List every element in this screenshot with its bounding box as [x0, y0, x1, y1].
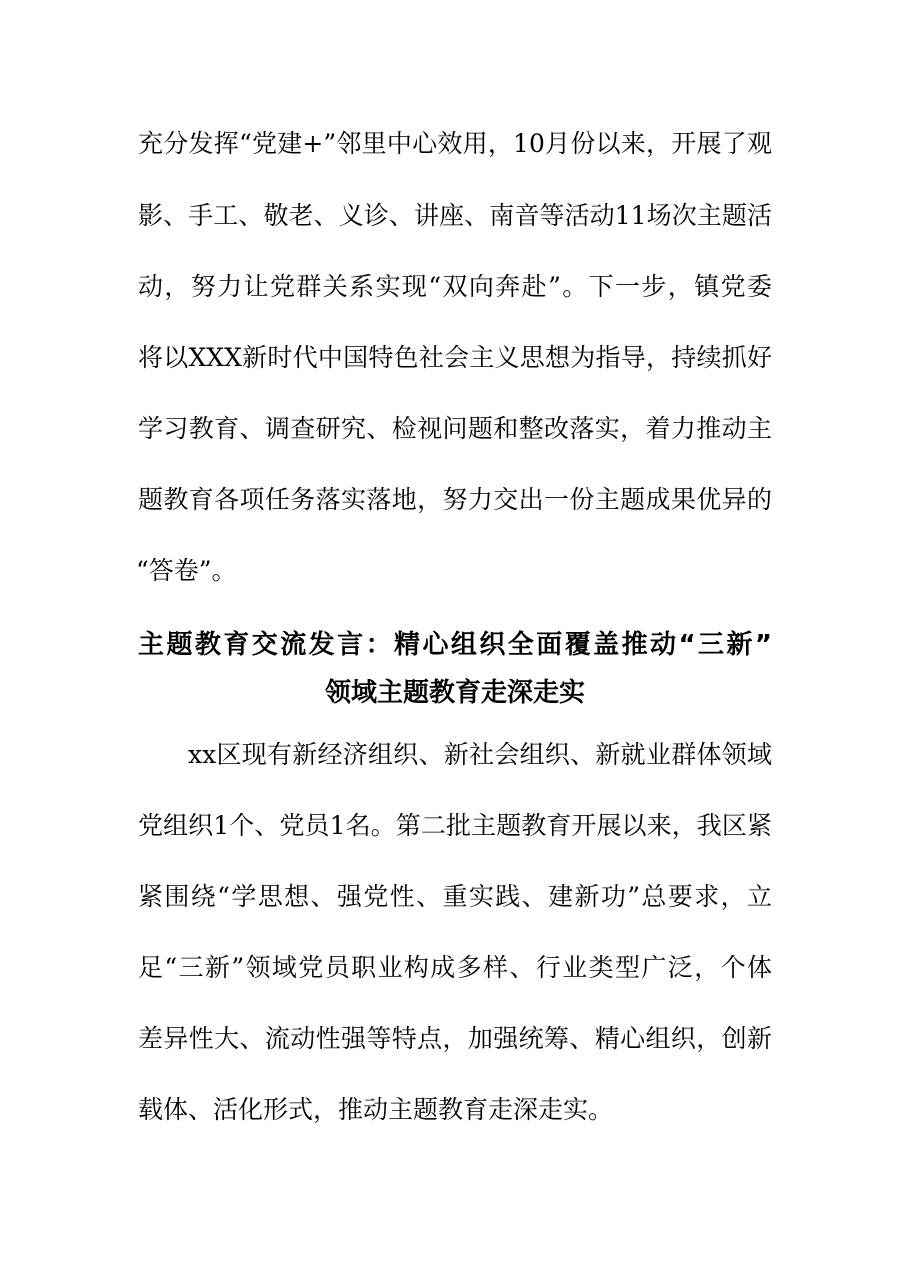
text-line: 载体、活化形式，推动主题教育走深走实。	[138, 1095, 614, 1124]
text-line: 影、手工、敬老、义诊、讲座、南音等活动11场次主题活	[138, 201, 772, 230]
text-line: 差异性大、流动性强等特点，加强统筹、精心组织，创新	[138, 1024, 772, 1053]
text-line: 充分发挥“党建+”邻里中心效用，10月份以来，开展了观	[138, 129, 772, 158]
heading-line-1: 主题教育交流发言：精心组织全面覆盖推动“三新”	[138, 630, 772, 660]
text-line: 党组织1个、党员1名。第二批主题教育开展以来，我区紧	[138, 811, 772, 840]
text-line: 学习教育、调查研究、检视问题和整改落实，着力推动主	[138, 414, 772, 443]
text-line: xx区现有新经济组织、新社会组织、新就业群体领域	[188, 740, 772, 769]
text-line: 题教育各项任务落实落地，努力交出一份主题成果优异的	[138, 485, 772, 514]
text-line: “答卷”。	[136, 556, 237, 585]
text-line: 足“三新”领域党员职业构成多样、行业类型广泛，个体	[138, 953, 772, 982]
text-line: 将以XXX新时代中国特色社会主义思想为指导，持续抓好	[138, 343, 772, 372]
text-line: 动，努力让党群关系实现“双向奔赴”。下一步，镇党委	[138, 272, 772, 301]
heading-line-2: 领域主题教育走深走实	[324, 678, 585, 708]
text-line: 紧围绕“学思想、强党性、重实践、建新功”总要求，立	[138, 882, 772, 911]
